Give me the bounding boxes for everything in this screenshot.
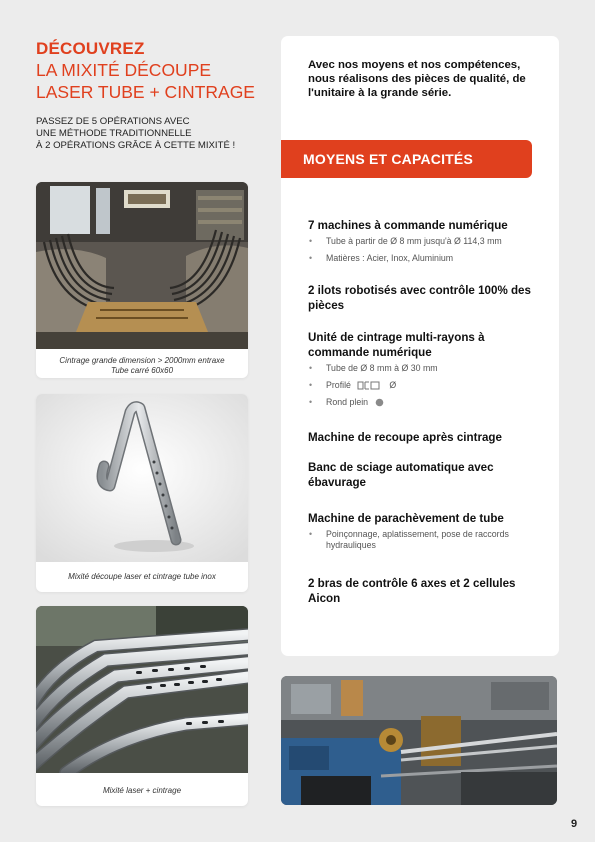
- page-number: 9: [571, 818, 578, 830]
- capability-recut-machine: [308, 430, 540, 445]
- headline-line-2: LA MIXITÉ DÉCOUPE: [36, 60, 212, 80]
- capability-title: 7 machines à commande numérique: [308, 219, 508, 232]
- bullet-item: [308, 529, 540, 551]
- headline-line-3: LASER TUBE + CINTRAGE: [36, 82, 255, 102]
- bullet-item: [308, 253, 540, 264]
- capability-sawing-bench: [308, 460, 540, 490]
- intro-text: [36, 116, 272, 152]
- bullet-text: Poinçonnage, aplatissement, pose de raccords hydrauliques: [326, 529, 509, 550]
- photo-bent-inox-tube: [36, 394, 248, 562]
- intro-line-2: UNE MÉTHODE TRADITIONNELLE: [36, 128, 192, 139]
- capability-control-arms: [308, 576, 540, 606]
- photo-card-inox-tube: [36, 394, 248, 592]
- bullet-dot: •: [309, 236, 313, 246]
- capability-cnc-machines: [308, 218, 540, 270]
- capability-tube-finishing: [308, 511, 540, 557]
- intro-line-3: À 2 OPÉRATIONS GRÂCE À CETTE MIXITÉ !: [36, 140, 236, 151]
- caption-line: Tube carré 60x60: [110, 366, 174, 375]
- photo-card-large-bending: [36, 182, 248, 378]
- photo-caption-large-bending: [42, 356, 242, 376]
- profile-shapes-icon: [357, 381, 389, 390]
- capability-title: Machine de recoupe après cintrage: [308, 431, 502, 444]
- bullet-item: [308, 380, 540, 391]
- bullet-item: [308, 236, 540, 247]
- intro-line-1: PASSEZ DE 5 OPÉRATIONS AVEC: [36, 116, 190, 127]
- bullet-dot: •: [309, 253, 313, 263]
- capability-bullets: [308, 529, 540, 551]
- photo-card-laser-bending: [36, 606, 248, 806]
- caption-line: Mixité découpe laser et cintrage tube inox: [68, 572, 216, 581]
- bullet-text: Profilé: [326, 380, 351, 390]
- capability-robot-cells: [308, 283, 540, 313]
- capability-bullets: [308, 363, 540, 408]
- bullet-dot: •: [309, 363, 313, 373]
- photo-bent-perforated-tubes: [36, 606, 248, 773]
- bullet-text: Matières : Acier, Inox, Aluminium: [326, 253, 454, 263]
- capability-title: Unité de cintrage multi-rayons à commande numérique: [308, 331, 485, 359]
- capability-multi-radius-bending: [308, 330, 540, 414]
- bullet-text: Tube à partir de Ø 8 mm jusqu'à Ø 114,3 mm: [326, 236, 502, 246]
- capabilities-banner: MOYENS ET CAPACITÉS: [281, 140, 532, 178]
- bullet-dot: •: [309, 380, 313, 390]
- capability-bullets: [308, 236, 540, 264]
- bullet-item: [308, 363, 540, 374]
- headline: [36, 38, 272, 103]
- bullet-dot: •: [309, 397, 313, 407]
- caption-line: Cintrage grande dimension > 2000mm entraxe: [59, 356, 225, 365]
- photo-bending-machine: [281, 676, 557, 805]
- capabilities-panel: [281, 36, 559, 656]
- bullet-dot: •: [309, 529, 313, 539]
- bullet-text: Tube de Ø 8 mm à Ø 30 mm: [326, 363, 438, 373]
- capability-title: 2 ilots robotisés avec contrôle 100% des pièces: [308, 284, 531, 312]
- capability-title: Banc de sciage automatique avec ébavurage: [308, 461, 494, 489]
- solid-round-icon: [375, 398, 384, 407]
- photo-caption-inox-tube: [42, 572, 242, 582]
- diameter-symbol: Ø: [389, 380, 397, 390]
- headline-strong: DÉCOUVREZ: [36, 39, 145, 58]
- panel-lead-text: Avec nos moyens et nos compétences, nous réalisons des pièces de qualité, de l'unitaire à la grande série.: [308, 59, 526, 99]
- photo-large-bent-frames: [36, 182, 248, 349]
- caption-line: Mixité laser + cintrage: [102, 786, 182, 795]
- bullet-item: [308, 397, 540, 408]
- photo-caption-laser-bending: [42, 786, 242, 796]
- capability-title: 2 bras de contrôle 6 axes et 2 cellules Aicon: [308, 577, 516, 605]
- capability-title: Machine de parachèvement de tube: [308, 512, 504, 525]
- bullet-text: Rond plein: [326, 397, 369, 407]
